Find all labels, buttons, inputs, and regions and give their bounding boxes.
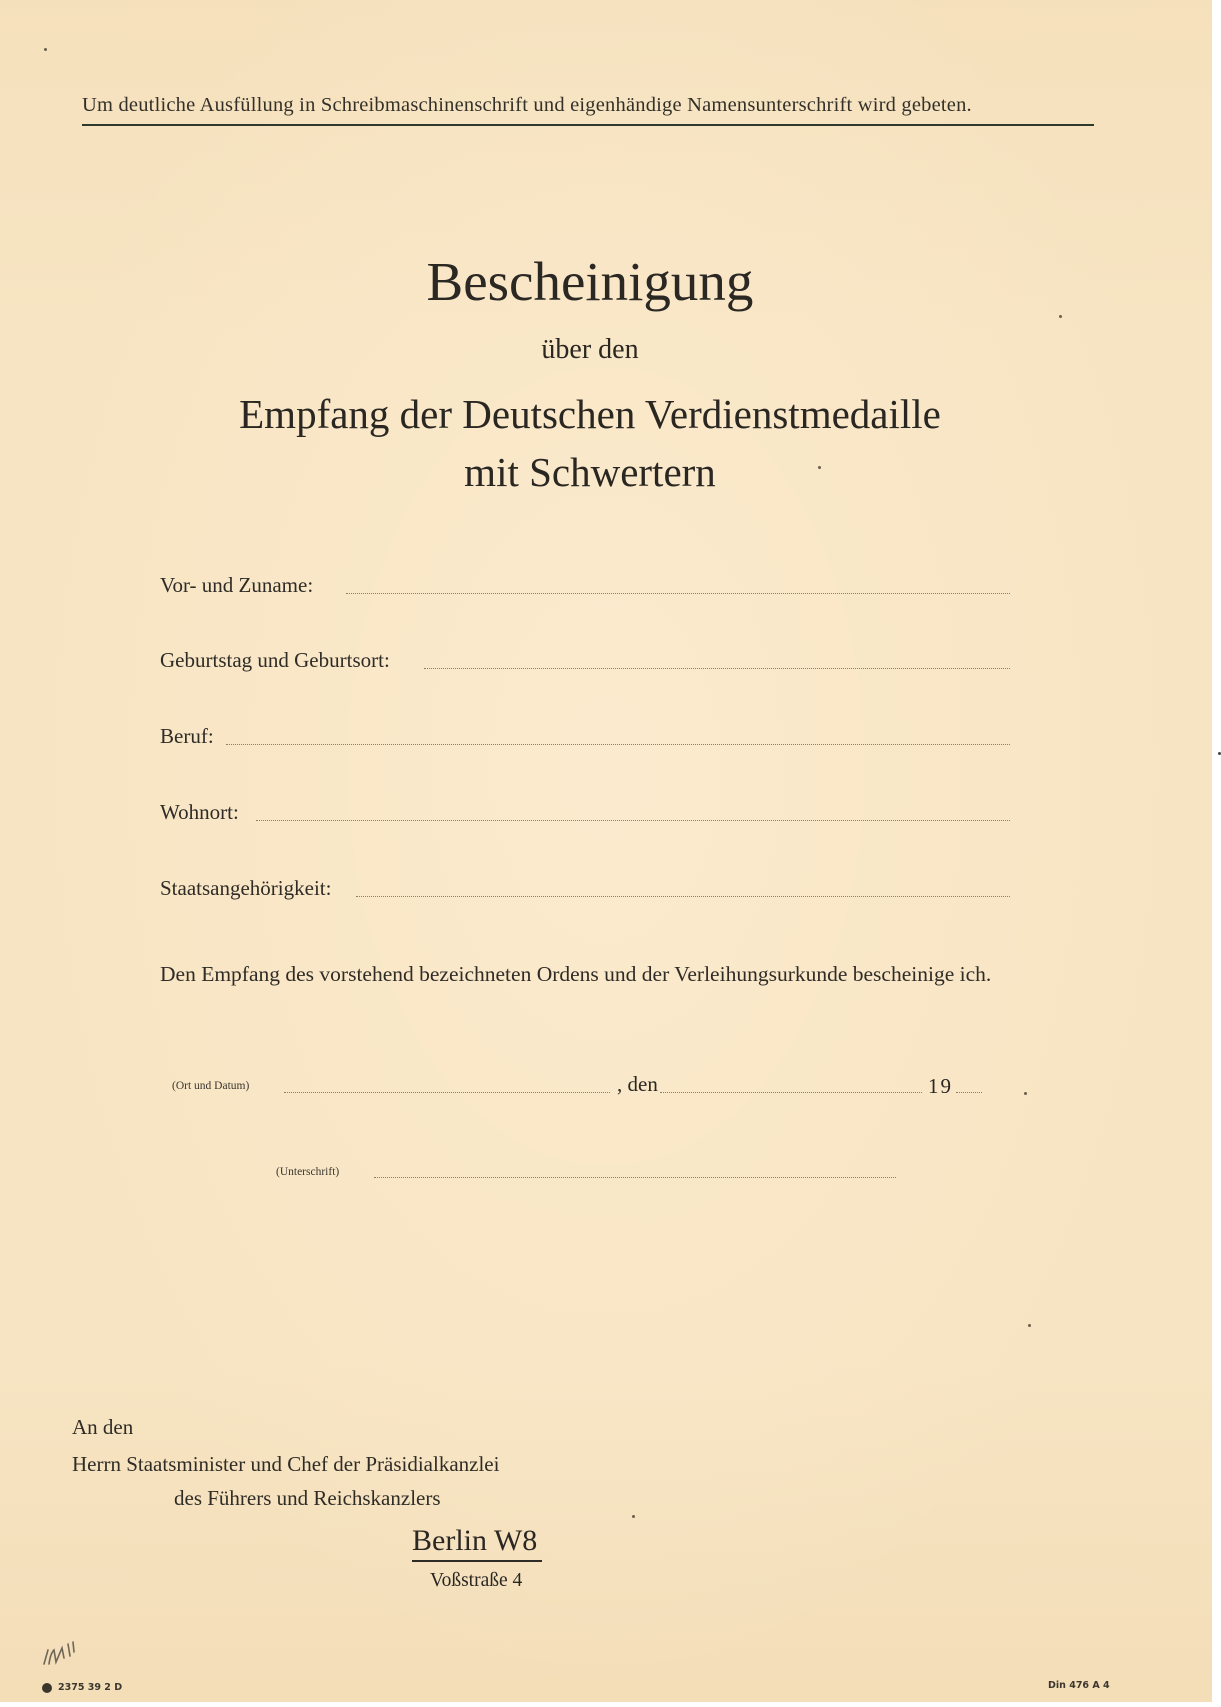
title-line-2: über den — [541, 334, 639, 365]
address-street: Voßstraße 4 — [430, 1570, 523, 1591]
field-line-citizenship[interactable] — [356, 896, 1010, 897]
place-date-caption: (Ort und Datum) — [172, 1080, 250, 1092]
date-den-label: , den — [617, 1072, 658, 1096]
address-city: Berlin W8 — [412, 1524, 538, 1557]
paper-speck — [632, 1515, 635, 1518]
title-line-4: mit Schwertern — [464, 449, 716, 495]
field-label-citizenship: Staatsangehörigkeit: — [160, 876, 332, 900]
field-label-occupation: Beruf: — [160, 724, 214, 748]
field-line-occupation[interactable] — [226, 744, 1010, 745]
field-line-birth[interactable] — [424, 668, 1010, 669]
instruction-underline — [82, 124, 1094, 126]
year-prefix: 19 — [928, 1074, 953, 1098]
paper-speck — [1024, 1092, 1027, 1095]
place-date-line[interactable] — [284, 1092, 610, 1093]
print-code: 2375 39 2 D — [58, 1682, 123, 1693]
paper-speck — [44, 48, 47, 51]
title-line-3: Empfang der Deutschen Verdienstmedaille — [239, 391, 941, 437]
pencil-annotation-mark — [40, 1620, 100, 1680]
paper-speck — [1059, 315, 1062, 318]
print-mark-icon — [42, 1683, 52, 1693]
field-label-residence: Wohnort: — [160, 800, 239, 824]
city-underline — [412, 1560, 542, 1562]
signature-caption: (Unterschrift) — [276, 1166, 340, 1178]
address-line-3: des Führers und Reichskanzlers — [174, 1486, 441, 1510]
receipt-statement: Den Empfang des vorstehend bezeichneten Ordens und der Verleihungsurkunde bescheinige ich. — [160, 962, 992, 986]
year-line[interactable] — [956, 1092, 982, 1093]
signature-line[interactable] — [374, 1177, 896, 1178]
document-title: Bescheinigung — [426, 251, 754, 312]
field-label-birth: Geburtstag und Geburtsort: — [160, 648, 390, 672]
field-label-name: Vor- und Zuname: — [160, 573, 314, 597]
paper-speck — [1028, 1324, 1031, 1327]
address-line-1: An den — [72, 1415, 134, 1439]
paper-format: Din 476 A 4 — [1048, 1680, 1110, 1691]
address-line-2: Herrn Staatsminister und Chef der Präsidialkanzlei — [72, 1452, 500, 1476]
field-line-residence[interactable] — [256, 820, 1010, 821]
field-line-name[interactable] — [346, 593, 1010, 594]
paper-speck — [818, 466, 821, 469]
date-line[interactable] — [660, 1092, 922, 1093]
fill-instruction: Um deutliche Ausfüllung in Schreibmaschinenschrift und eigenhändige Namensunterschrift wird gebeten. — [82, 94, 972, 116]
